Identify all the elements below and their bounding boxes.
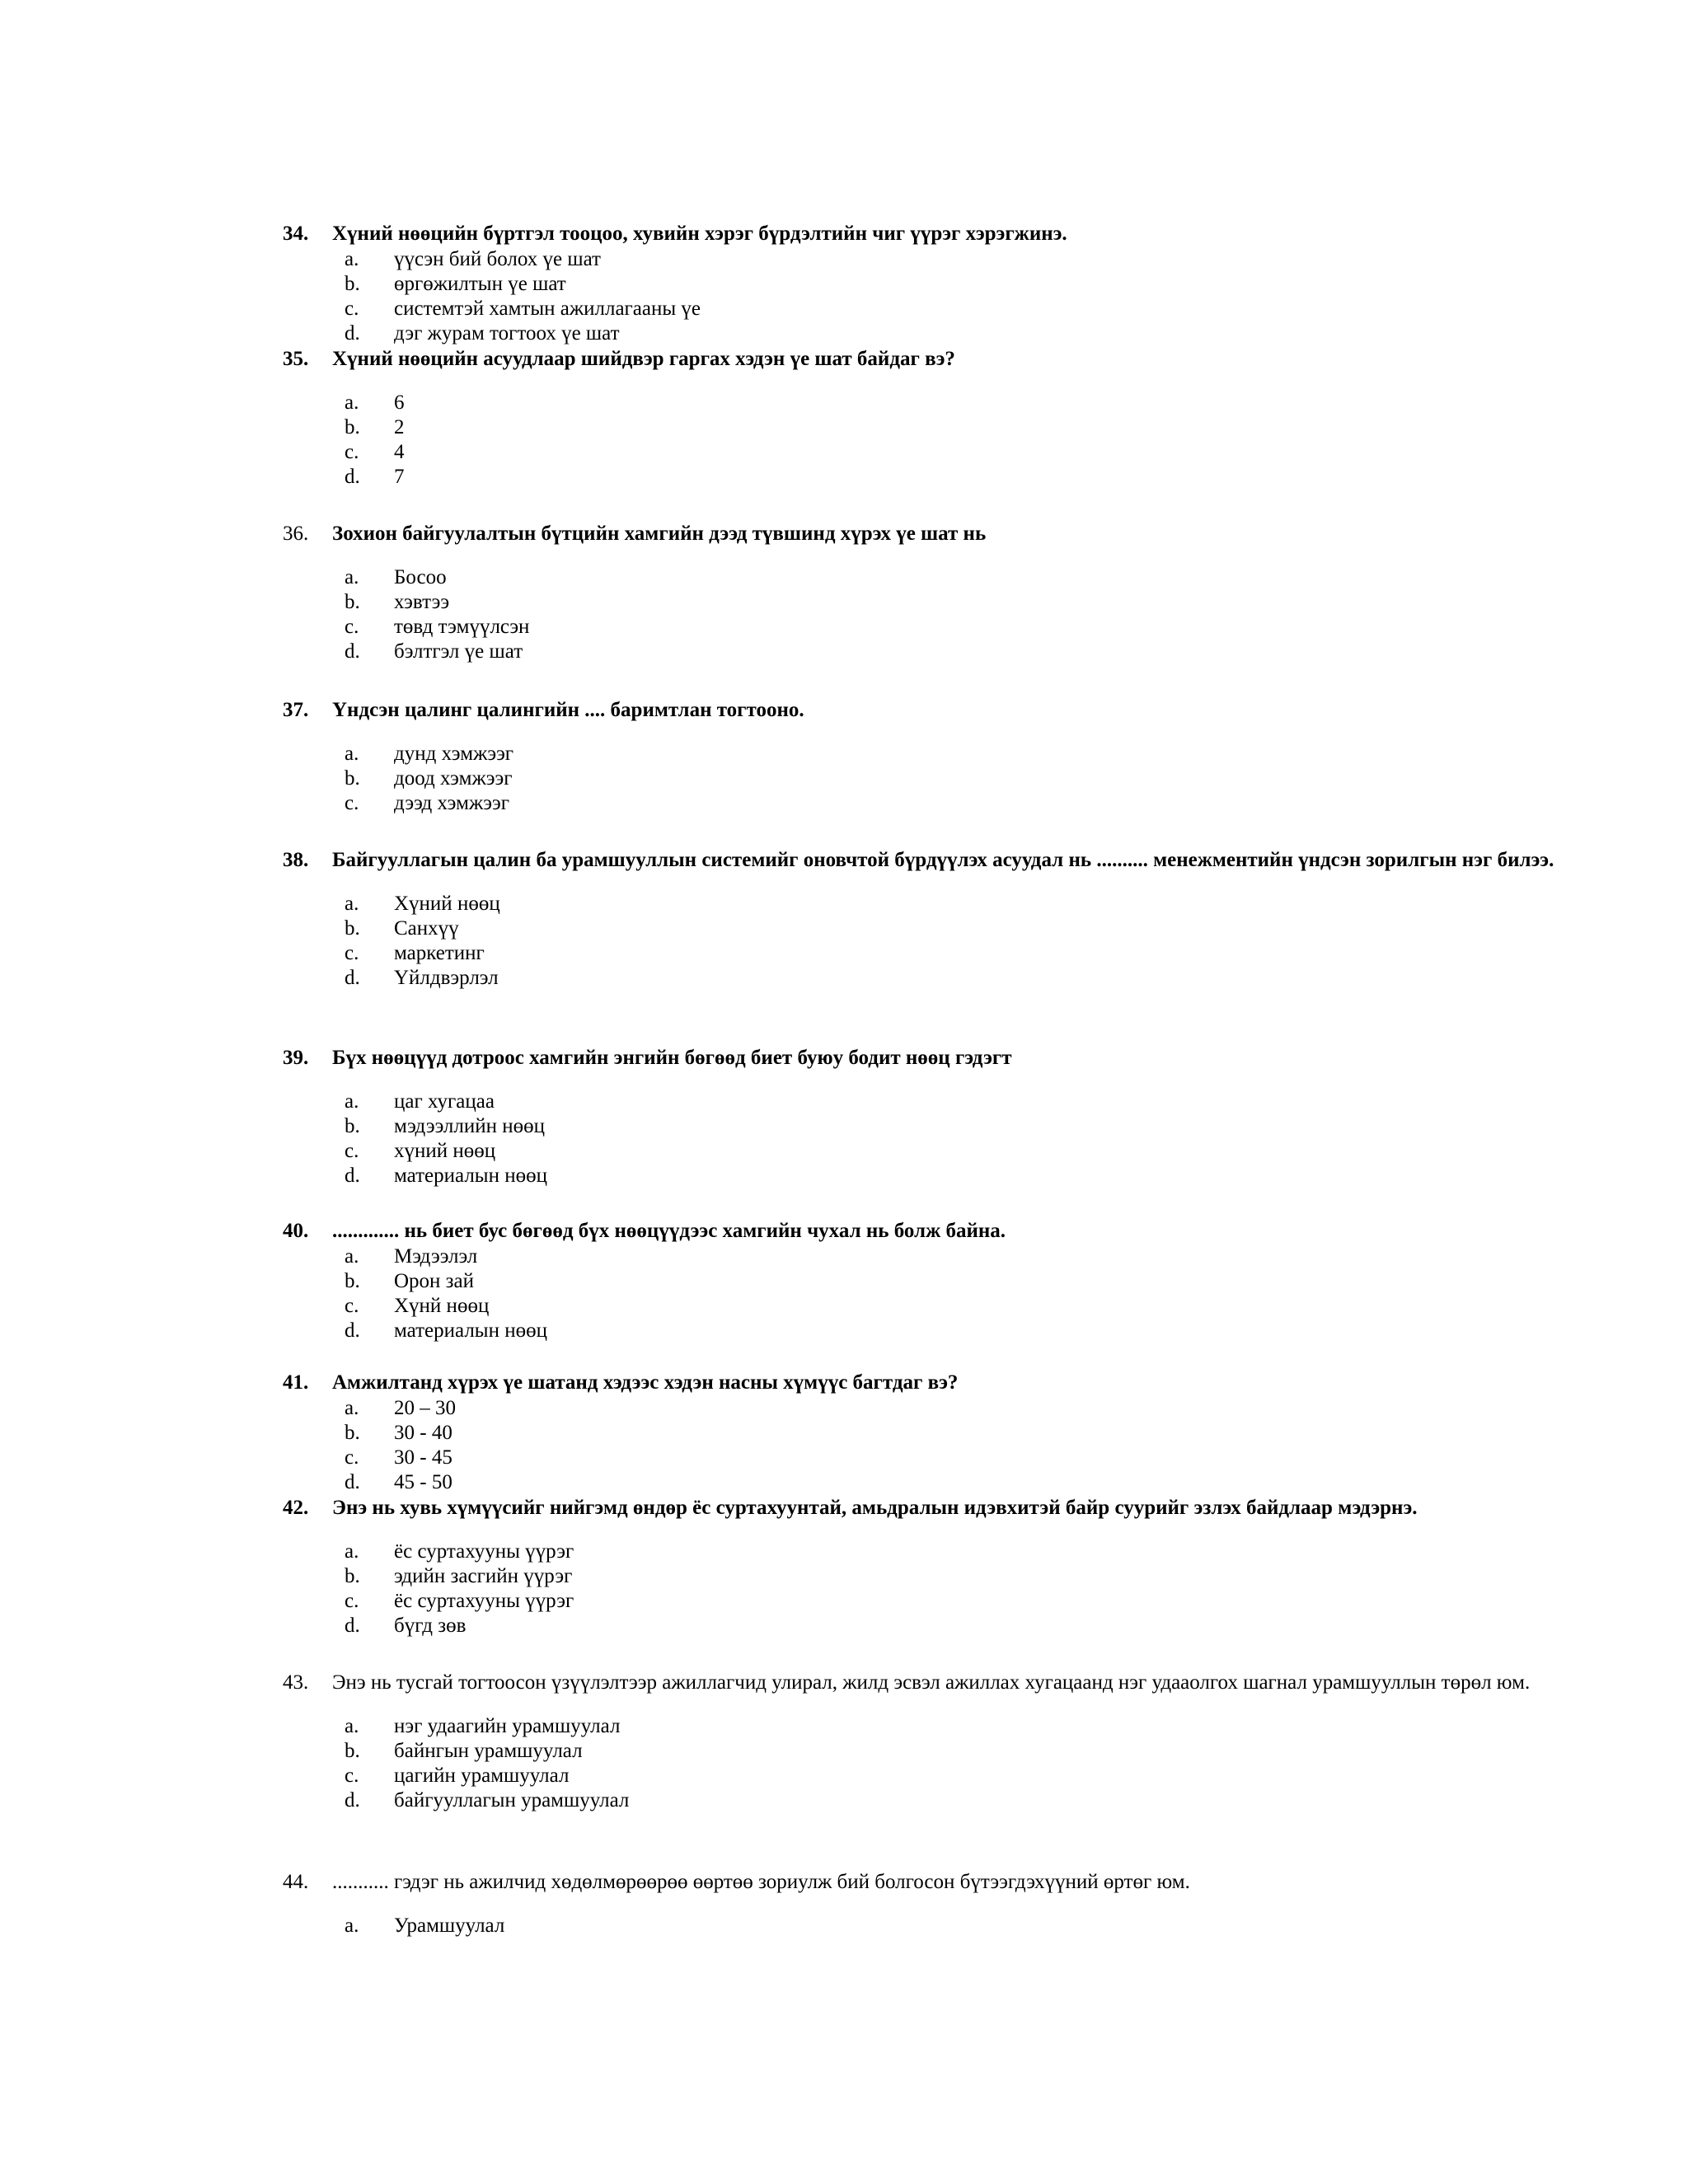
option-b: b. хэвтээ	[345, 591, 450, 613]
question-text: Үндсэн цалинг цалингийн .... баримтлан тогтооно.	[332, 699, 804, 721]
option-c: c. цагийн урамшуулал	[345, 1765, 570, 1787]
option-c: c. хүний нөөц	[345, 1140, 496, 1162]
question-37	[283, 697, 1568, 816]
option-b: b. 2	[345, 416, 405, 438]
question-43	[283, 1670, 1568, 1813]
option-b: b. мэдээллийн нөөц	[345, 1115, 546, 1137]
option-d: d. материалын нөөц	[345, 1165, 547, 1187]
option-c: c. төвд тэмүүлсэн	[345, 616, 530, 638]
question-number: 42.	[283, 1497, 309, 1519]
question-text: Зохион байгуулалтын бүтцийн хамгийн дээд түвшинд хүрэх үе шат нь	[332, 523, 987, 545]
option-b: b. 30 - 40	[345, 1422, 452, 1444]
question-number: 36.	[283, 523, 309, 545]
option-c: c. 4	[345, 441, 405, 463]
option-d: d. Үйлдвэрлэл	[345, 967, 499, 989]
question-number: 37.	[283, 699, 309, 721]
question-number: 35.	[283, 348, 309, 370]
option-c: c. Хүнй нөөц	[345, 1295, 490, 1317]
question-36	[283, 521, 1568, 664]
option-a: a. Босоо	[345, 566, 447, 588]
option-a: a. цаг хугацаа	[345, 1090, 495, 1113]
question-number: 39.	[283, 1047, 309, 1069]
option-c: c. 30 - 45	[345, 1446, 452, 1469]
option-d: d. 45 - 50	[345, 1471, 452, 1493]
question-number: 40.	[283, 1220, 309, 1242]
question-text: Байгууллагын цалин ба урамшууллын системийг оновчтой бүрдүүлэх асуудал нь .......... менежментийн үндсэн зорилгын нэг билээ.	[332, 849, 1554, 871]
question-number: 41.	[283, 1371, 309, 1394]
option-c: c. системтэй хамтын ажиллагааны үе	[345, 298, 701, 320]
option-d: d. материалын нөөц	[345, 1319, 547, 1342]
question-38	[283, 847, 1568, 991]
question-text: Хүний нөөцийн асуудлаар шийдвэр гаргах хэдэн үе шат байдаг вэ?	[332, 348, 955, 370]
option-a: a. ёс суртахууны үүрэг	[345, 1540, 574, 1563]
option-c: c. ёс суртахууны үүрэг	[345, 1590, 574, 1612]
option-b: b. байнгын урамшуулал	[345, 1740, 583, 1762]
option-d: d. бэлтгэл үе шат	[345, 640, 523, 663]
question-text: Энэ нь тусгай тогтоосон үзүүлэлтээр ажиллагчид улирал, жилд эсвэл ажиллах хугацаанд нэг удааолгох шагнал урамшууллын төрөл юм.	[332, 1671, 1531, 1694]
option-c: c. дээд хэмжээг	[345, 792, 509, 814]
question-41	[283, 1370, 1568, 1495]
question-text: Амжилтанд хүрэх үе шатанд хэдээс хэдэн насны хүмүүс багтдаг вэ?	[332, 1371, 959, 1394]
option-d: d. байгууллагын урамшуулал	[345, 1789, 630, 1811]
question-text: Энэ нь хувь хүмүүсийг нийгэмд өндөр ёс суртахуунтай, амьдралын идэвхитэй байр суурийг эзлэх байдлаар мэдэрнэ.	[332, 1497, 1418, 1519]
option-b: b. эдийн засгийн үүрэг	[345, 1565, 573, 1587]
option-a: a. дунд хэмжээг	[345, 743, 514, 765]
question-number: 38.	[283, 849, 309, 871]
question-40	[283, 1218, 1568, 1343]
option-a: a. үүсэн бий болох үе шат	[345, 248, 601, 270]
question-text: ........... гэдэг нь ажилчид хөдөлмөрөөрөө өөртөө зориулж бий болгосон бүтээгдэхүүний өртөг юм.	[332, 1871, 1190, 1893]
question-text: ............. нь биет бус бөгөөд бүх нөөцүүдээс хамгийн чухал нь болж байна.	[332, 1220, 1006, 1242]
question-text: Хүний нөөцийн бүртгэл тооцоо, хувийн хэрэг бүрдэлтийн чиг үүрэг хэрэгжинэ.	[332, 223, 1067, 245]
option-a: a. Хүний нөөц	[345, 893, 500, 915]
option-a: a. Урамшуулал	[345, 1915, 505, 1937]
option-d: d. 7	[345, 466, 405, 488]
question-35	[283, 346, 1568, 490]
question-42	[283, 1495, 1568, 1638]
option-a: a. Мэдээлэл	[345, 1245, 478, 1268]
option-a: a. 6	[345, 391, 405, 414]
question-number: 34.	[283, 223, 309, 245]
question-39	[283, 1045, 1568, 1188]
question-34	[283, 221, 1568, 346]
option-a: a. нэг удаагийн урамшуулал	[345, 1715, 621, 1737]
question-44	[283, 1869, 1568, 1938]
option-b: b. доод хэмжээг	[345, 767, 513, 790]
question-number: 44.	[283, 1871, 309, 1893]
option-d: d. дэг журам тогтоох үе шат	[345, 322, 620, 344]
option-b: b. Санхүү	[345, 917, 459, 940]
question-text: Бүх нөөцүүд дотроос хамгийн энгийн бөгөөд биет буюу бодит нөөц гэдэгт	[332, 1047, 1012, 1069]
option-a: a. 20 – 30	[345, 1397, 456, 1419]
option-b: b. Орон зай	[345, 1270, 475, 1292]
option-d: d. бүгд зөв	[345, 1615, 467, 1637]
option-c: c. маркетинг	[345, 942, 485, 964]
option-b: b. өргөжилтын үе шат	[345, 273, 566, 295]
question-number: 43.	[283, 1671, 309, 1694]
